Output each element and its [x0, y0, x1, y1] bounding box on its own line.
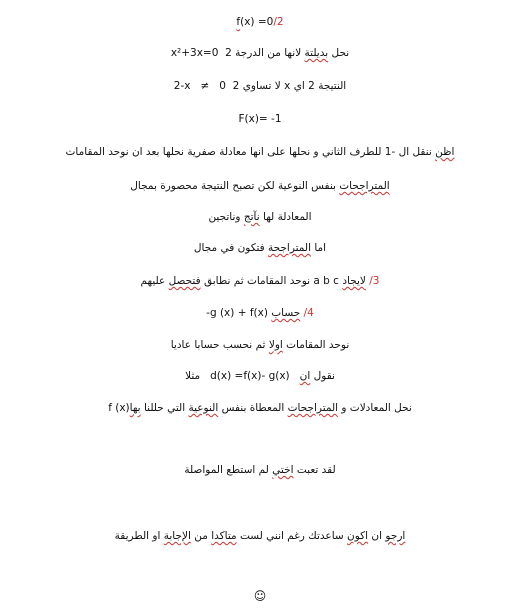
misspelled-word: اظن — [435, 146, 455, 158]
text-fragment: من — [190, 530, 212, 542]
zero-value: 0 — [219, 80, 226, 92]
misspelled-word: فتحصل — [168, 275, 201, 287]
text-fragment: نقول — [310, 370, 335, 382]
misspelled-word: ارجو — [385, 530, 406, 542]
text-fragment: لم استطع المواصلة — [184, 464, 273, 476]
misspelled-word: لايجاد — [342, 275, 366, 287]
text-fragment: المعادلة لها — [259, 211, 312, 223]
text-fragment: فتكون في مجال — [193, 242, 269, 254]
line-move-term — [0, 145, 520, 159]
fx-symbol: f — [236, 16, 241, 28]
equation: F(x)= -1 — [238, 113, 282, 125]
misspelled-word: اختي — [272, 464, 294, 476]
text-fragment: لانها من الدرجة 2 — [225, 47, 305, 59]
misspelled-word: المتراجحات — [287, 402, 339, 414]
text-fragment: ان — [368, 530, 386, 542]
text-fragment: لقد تعبت — [293, 464, 336, 476]
misspelled-word: نآتج — [243, 211, 260, 223]
text-fragment: التي حللنا — [140, 402, 189, 414]
misspelled-word: الإجابة — [163, 530, 191, 542]
step-number-3: 3/ — [365, 275, 380, 287]
text-fragment: عليهم — [140, 275, 169, 287]
inequality — [174, 79, 226, 93]
text-fragment: وناتجين — [208, 211, 244, 223]
not-equal-sign: ≠ — [200, 80, 210, 92]
misspelled-word: بديلتة — [304, 47, 329, 59]
line-define-d — [0, 369, 520, 383]
step-number-2: /2 — [273, 16, 284, 28]
text-fragment: مثلا — [185, 370, 201, 382]
line-tired — [0, 463, 520, 477]
line-fx-equation — [0, 15, 520, 29]
misspelled-word: المتراجحة — [268, 242, 311, 254]
text-fragment: نحل المعادلات و — [338, 402, 412, 414]
text-fragment: ساعدتك رغم انني لست — [236, 530, 348, 542]
text-fragment: نوحد المقامات — [282, 339, 350, 351]
quadratic-equation: x²+3x=0 — [170, 47, 219, 59]
text-fragment: المعطاة بنفس — [218, 402, 288, 414]
misspelled-word: اولا — [268, 339, 283, 351]
misspelled-word: متاكدا — [211, 530, 237, 542]
line-hope-helped — [0, 529, 520, 543]
step-number-4: 4/ — [300, 307, 314, 319]
difference-formula: d(x) =f(x)- g(x) — [210, 370, 290, 382]
expression: 2-x — [173, 80, 191, 92]
misspelled-word: النوعية — [188, 402, 219, 414]
text-fragment: ثم نحسب حسابا عاديا — [170, 339, 269, 351]
line-solve-same-type — [0, 401, 520, 415]
line-equation-results — [0, 210, 520, 224]
misspelled-word: ان — [299, 370, 311, 382]
line-smiley — [0, 589, 520, 604]
misspelled-word: المتراجحات — [339, 180, 390, 192]
text-fragment: نحل — [328, 47, 350, 59]
sum-formula: -g (x) + f(x) — [206, 307, 268, 319]
line-result-not-equal — [0, 79, 520, 93]
line-F-equals-minus-one — [0, 112, 520, 126]
function-name: f (x) — [108, 402, 130, 414]
misspelled-word: اكون — [347, 530, 369, 542]
text-fragment: a b c نوحد المقامات ثم نطابق — [200, 275, 343, 287]
line-common-denominator — [0, 338, 520, 352]
line-solve-quadratic — [0, 46, 520, 60]
text-fragment: اما — [311, 242, 327, 254]
spacer — [226, 80, 233, 92]
text-fragment: النتيجة 2 اي x لا تساوي 2 — [232, 80, 347, 92]
line-compute-sum — [0, 306, 520, 320]
fx-equation-text: (x) =0 — [240, 16, 274, 28]
line-find-abc — [0, 274, 520, 288]
line-inequalities — [0, 179, 520, 193]
misspelled-word: حساب — [271, 307, 301, 319]
smiley-icon: ☺ — [253, 589, 267, 603]
text-fragment: او الطريقة — [114, 530, 164, 542]
misspelled-word: بها — [129, 402, 141, 414]
line-inequality-interval — [0, 241, 520, 255]
text-fragment: بنفس النوعية لكن تصبح النتيجة محصورة بمجال — [130, 180, 340, 192]
text-fragment: ننقل ال -1 للطرف الثاني و نحلها على انها معادلة صفرية نحلها بعد ان نوحد المقامات — [65, 146, 436, 158]
